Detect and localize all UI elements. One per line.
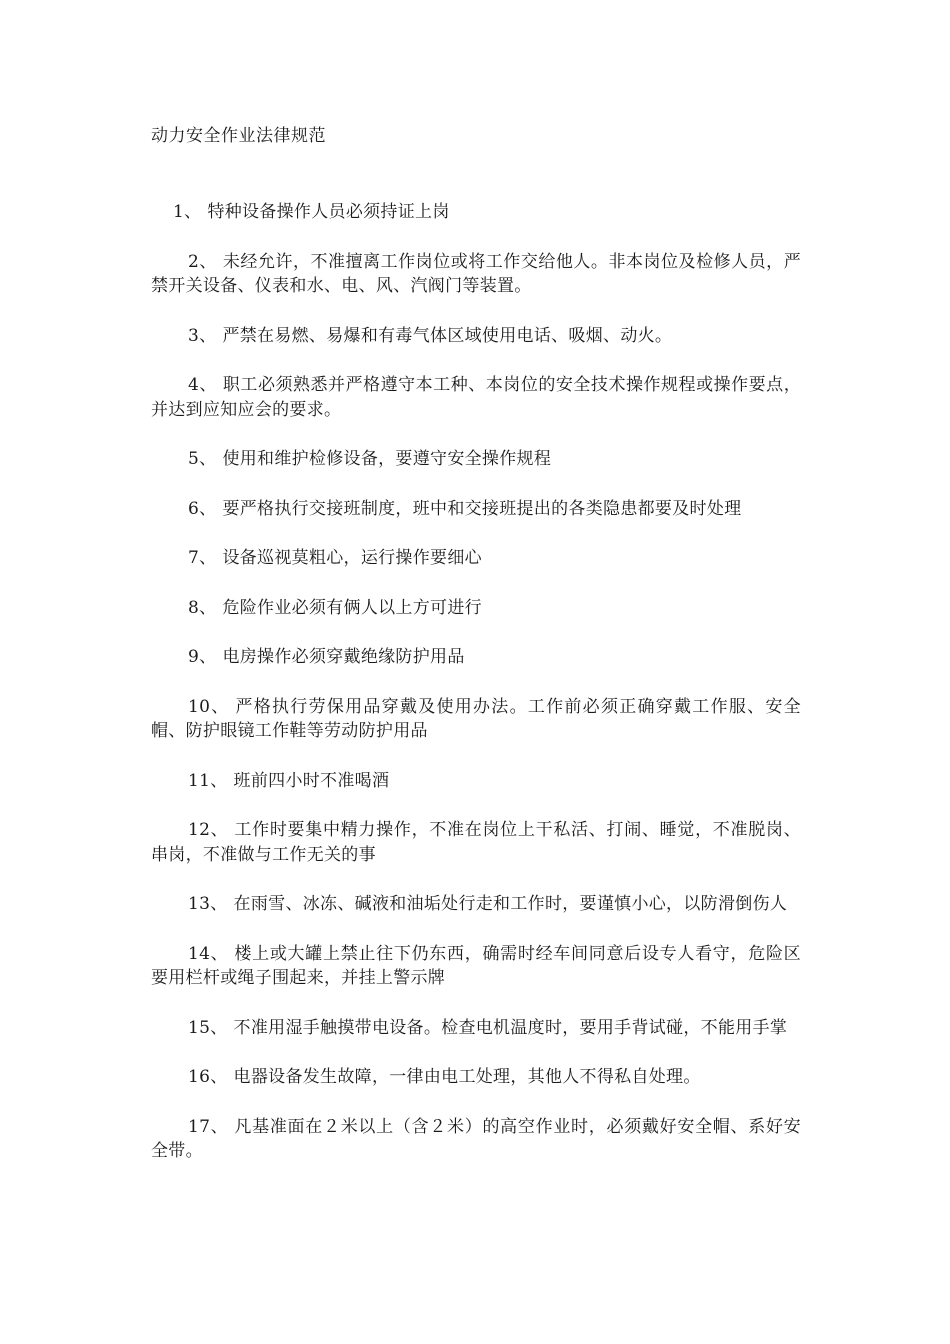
rules-list <box>151 200 801 1189</box>
rule-item <box>151 769 801 794</box>
rule-separator: 、 <box>199 449 217 469</box>
rule-separator: 、 <box>199 647 217 667</box>
rule-number: 5 <box>188 449 200 469</box>
rule-text: 严禁在易燃、易爆和有毒气体区域使用电话、吸烟、动火。 <box>222 325 673 346</box>
rule-separator: 、 <box>199 325 217 346</box>
rule-number: 17 <box>188 1116 211 1137</box>
rule-text: 楼上或大罐上禁止往下仍东西，确需时经车间同意后设专人看守，危险区要用栏杆或绳子围起来，并挂上警示牌 <box>151 943 801 988</box>
rule-item <box>151 324 801 349</box>
rule-number: 12 <box>188 820 211 840</box>
rule-text: 班前四小时不准喝酒 <box>233 770 390 791</box>
rule-text: 工作时要集中精力操作，不准在岗位上干私活、打闹、睡觉，不准脱岗、串岗，不准做与工作无关的事 <box>151 820 801 865</box>
document-title: 动力安全作业法律规范 <box>151 126 326 146</box>
rule-item <box>151 892 801 917</box>
rule-text: 危险作业必须有俩人以上方可进行 <box>222 597 482 618</box>
rule-number: 10 <box>188 696 211 717</box>
rule-separator: 、 <box>210 943 229 964</box>
rule-text: 严格执行劳保用品穿戴及使用办法。工作前必须正确穿戴工作服、安全帽、防护眼镜工作鞋等劳动防护用品 <box>151 696 801 741</box>
rule-item <box>151 1065 801 1090</box>
rule-text: 电器设备发生故障，一律由电工处理，其他人不得私自处理。 <box>233 1067 701 1087</box>
rule-number: 14 <box>188 943 211 964</box>
rule-item <box>151 818 801 867</box>
rule-text: 设备巡视莫粗心，运行操作要细心 <box>222 548 482 568</box>
rule-item <box>151 1115 801 1164</box>
rule-separator: 、 <box>199 251 217 272</box>
rule-number: 3 <box>188 325 200 346</box>
rule-separator: 、 <box>210 820 229 840</box>
rule-text: 未经允许，不准擅离工作岗位或将工作交给他人。非本岗位及检修人员，严禁开关设备、仪表和水、电、风、汽阀门等装置。 <box>151 251 801 296</box>
rule-number: 16 <box>188 1067 211 1087</box>
rule-text: 使用和维护检修设备，要遵守安全操作规程 <box>222 449 552 469</box>
rule-text: 不准用湿手触摸带电设备。检查电机温度时，要用手背试碰，不能用手掌 <box>233 1017 788 1038</box>
rule-separator: 、 <box>199 375 217 395</box>
rule-separator: 、 <box>210 770 228 791</box>
rule-item <box>151 373 801 422</box>
rule-number: 8 <box>188 597 200 618</box>
rule-item <box>151 942 801 991</box>
rule-text: 特种设备操作人员必须持证上岗 <box>207 202 450 222</box>
rule-number: 6 <box>188 498 200 519</box>
rule-item <box>151 447 801 472</box>
rule-separator: 、 <box>184 202 202 222</box>
rule-number: 9 <box>188 647 200 667</box>
rule-separator: 、 <box>199 597 217 618</box>
rule-text: 凡基准面在２米以上（含２米）的高空作业时，必须戴好安全帽、系好安全带。 <box>151 1116 801 1161</box>
rule-text: 职工必须熟悉并严格遵守本工种、本岗位的安全技术操作规程或操作要点，并达到应知应会的要求。 <box>151 375 801 420</box>
rule-text: 在雨雪、冰冻、碱液和油垢处行走和工作时，要谨慎小心，以防滑倒伤人 <box>233 894 788 914</box>
rule-item <box>151 497 801 522</box>
rule-text: 要严格执行交接班制度，班中和交接班提出的各类隐患都要及时处理 <box>222 498 742 519</box>
rule-text: 电房操作必须穿戴绝缘防护用品 <box>222 647 465 667</box>
rule-separator: 、 <box>210 894 228 914</box>
rule-item <box>151 1016 801 1041</box>
rule-number: 13 <box>188 894 211 914</box>
rule-item <box>151 645 801 670</box>
rule-item <box>151 250 801 299</box>
rule-separator: 、 <box>199 548 217 568</box>
rule-item <box>151 200 801 225</box>
rule-separator: 、 <box>210 1017 228 1038</box>
rule-number: 1 <box>173 202 185 222</box>
rule-separator: 、 <box>210 1067 228 1087</box>
rule-number: 7 <box>188 548 200 568</box>
rule-item <box>151 546 801 571</box>
rule-number: 4 <box>188 375 200 395</box>
rule-item <box>151 695 801 744</box>
rule-number: 11 <box>188 770 211 791</box>
rule-separator: 、 <box>210 696 230 717</box>
rule-number: 15 <box>188 1017 211 1038</box>
rule-separator: 、 <box>210 1116 229 1137</box>
rule-number: 2 <box>188 251 200 272</box>
rule-item <box>151 596 801 621</box>
rule-separator: 、 <box>199 498 217 519</box>
